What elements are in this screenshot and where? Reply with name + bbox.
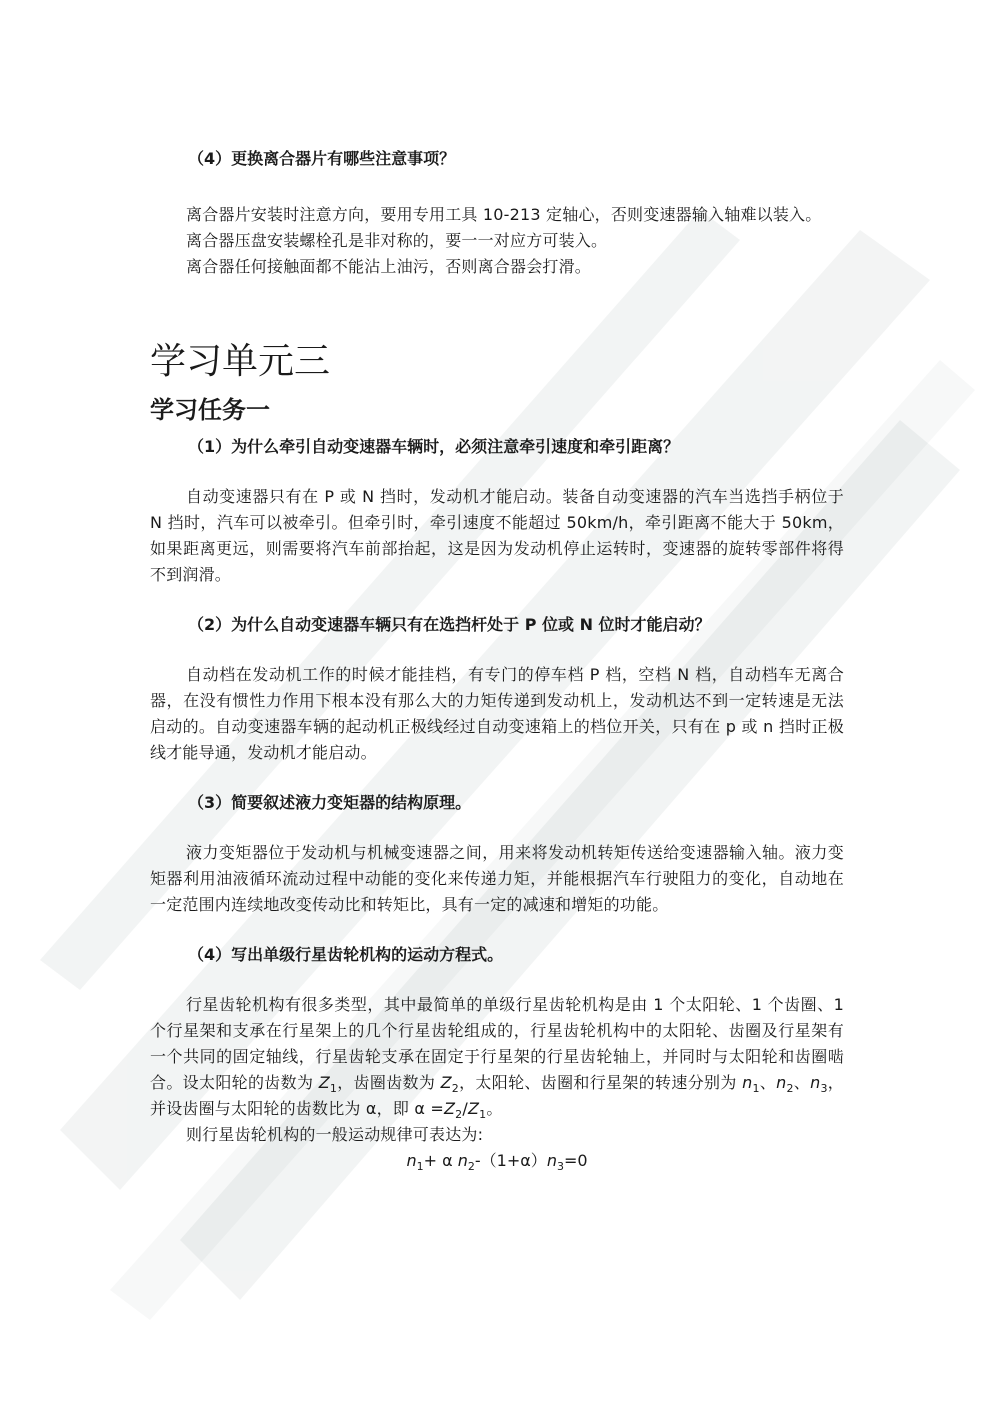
unit-title: 学习单元三 xyxy=(150,341,331,382)
answer-4-intro: 则行星齿轮机构的一般运动规律可表达为: xyxy=(186,1125,484,1144)
paragraph-clutch-2: 离合器压盘安装螺栓孔是非对称的，要一一对应方可装入。 xyxy=(186,231,608,250)
task-title: 学习任务一 xyxy=(150,396,270,424)
question-4: （4）写出单级行星齿轮机构的运动方程式。 xyxy=(188,945,504,964)
answer-4: 行星齿轮机构有很多类型，其中最简单的单级行星齿轮机构是由 1 个太阳轮、1 个齿圈、1 个行星架和支承在行星架上的几个行星齿轮组成的，行星齿轮机构中的太阳轮、齿圈及行星架有一个共同的固定轴线，行星齿轮支承在固定于行星架的行星齿轮轴上，并同时与太阳轮和齿圈啮合。设太阳轮的齿数为 $Z_1$，齿圈齿数为 $Z_2$，太阳轮、齿圈和行星架的转速分别为 $n_1$、$n_2$、$n_3$，并设齿圈与太阳轮的齿数比为 α，即 $\alpha =Z_2/Z_1$。 xyxy=(150,995,845,1122)
question-prev-4: （4）更换离合器片有哪些注意事项？ xyxy=(188,149,456,168)
answer-3: 液力变矩器位于发动机与机械变速器之间，用来将发动机转矩传送给变速器输入轴。液力变矩器利用油液循环流动过程中动能的变化来传递力矩，并能根据汽车行驶阻力的变化，自动地在一定范围内连续地改变传动比和转矩比，具有一定的减速和增矩的功能。 xyxy=(150,843,844,914)
question-3: （3）简要叙述液力变矩器的结构原理。 xyxy=(188,793,472,812)
question-2: （2）为什么自动变速器车辆只有在选挡杆处于 P 位或 N 位时才能启动？ xyxy=(188,615,711,634)
question-1: （1）为什么牵引自动变速器车辆时，必须注意牵引速度和牵引距离？ xyxy=(188,437,680,456)
motion-equation: $n_1+ \alpha$ $n_2-(1+\alpha)n_3=0$ xyxy=(406,1151,588,1174)
paragraph-clutch-1: 离合器片安装时注意方向，要用专用工具 10-213 定轴心，否则变速器输入轴难以装入。 xyxy=(186,205,822,224)
answer-2: 自动档在发动机工作的时候才能挂档，有专门的停车档 P 档，空档 N 档，自动档车无离合器，在没有惯性力作用下根本没有那么大的力矩传递到发动机上，发动机达不到一定转速是无法启动的。自动变速器车辆的起动机正极线经过自动变速箱上的档位开关，只有在 p 或 n 挡时正极线才能导通，发动机才能启动。 xyxy=(150,665,844,762)
paragraph-clutch-3: 离合器任何接触面都不能沾上油污，否则离合器会打滑。 xyxy=(186,257,592,276)
content-area xyxy=(150,146,844,1174)
answer-1: 自动变速器只有在 P 或 N 挡时，发动机才能启动。装备自动变速器的汽车当选挡手柄位于 N 挡时，汽车可以被牵引。但牵引时，牵引速度不能超过 50km/h，牵引距离不能大于 50km，如果距离更远，则需要将汽车前部抬起，这是因为发动机停止运转时，变速器的旋转零部件将得不到润滑。 xyxy=(150,487,844,584)
